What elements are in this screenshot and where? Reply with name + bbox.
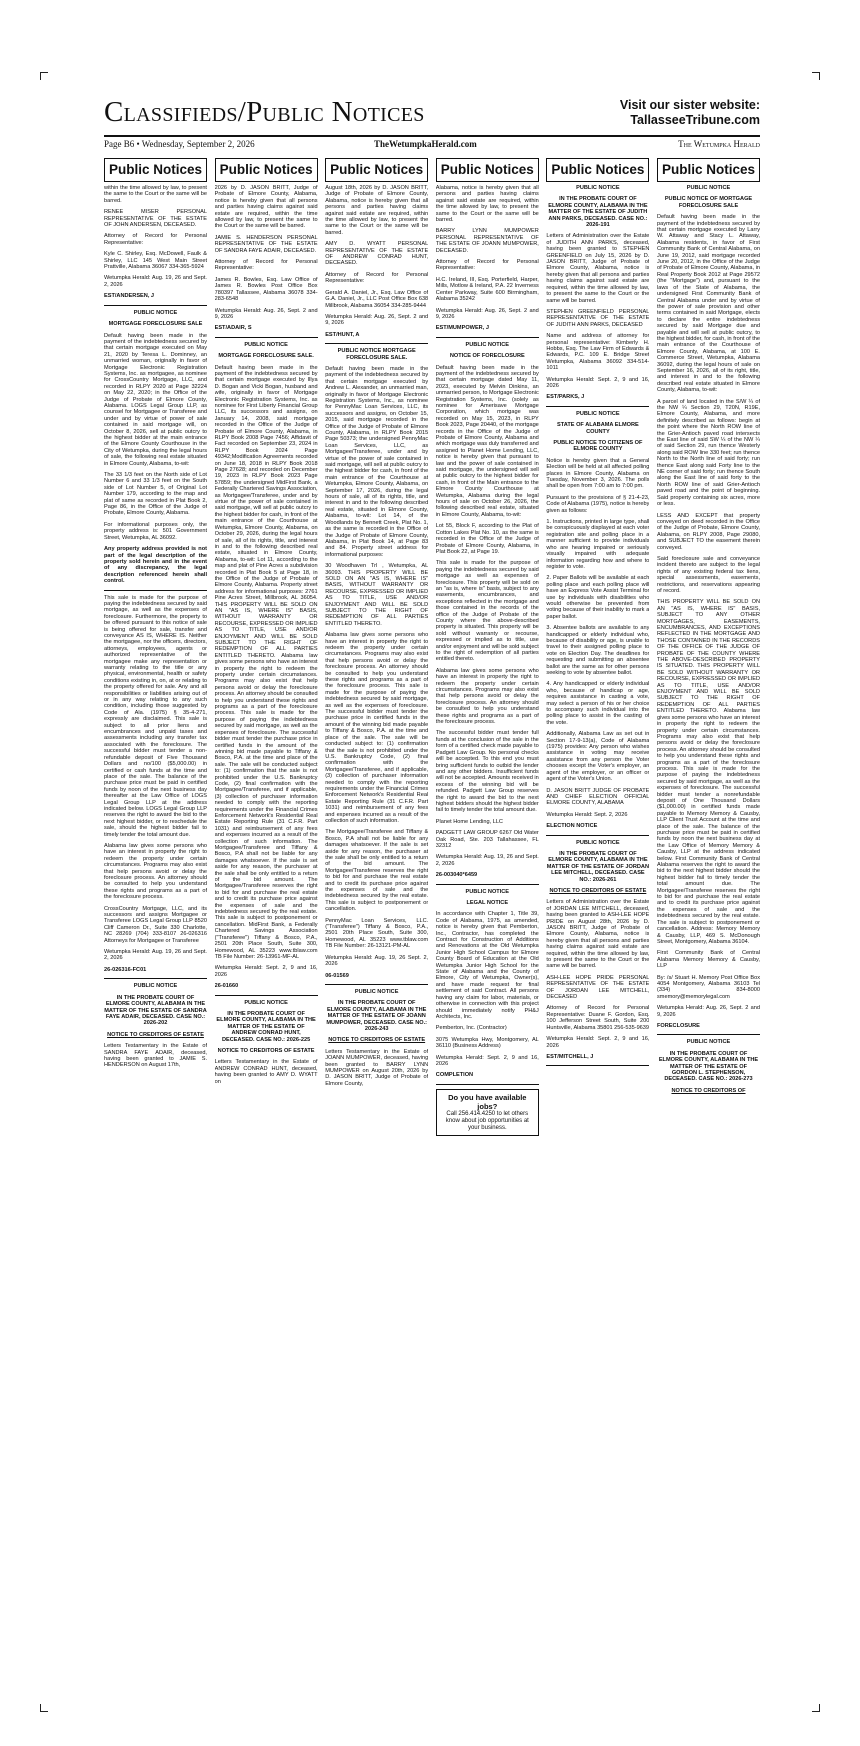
notice-reference: EST/ADAIR, S: [214, 325, 252, 332]
notice-heading: PUBLIC NOTICE: [133, 983, 178, 990]
notice-paragraph: D. JASON BRITT JUDGE OF PROBATE AND CHIEF ELECTION OFFICIAL ELMORE COUNTY, ALABAMA: [546, 787, 650, 807]
notice-paragraph: August 18th, 2026 by D. JASON BRITT, Judge of Probate of Elmore County, Alabama, notice is hereby given that all persons and parties having claims against said estate are required, within the time allowed by law, to present the same to the Court or the same will be barred.: [325, 185, 429, 236]
notice-paragraph: 3075 Wetumpka Hwy, Montgomery, AL 36110 (Business Address): [435, 1036, 539, 1050]
notice-heading: NOTICE TO CREDITORS OF: [671, 1087, 746, 1094]
notice-paragraph: Default having been made in the payment of the indebtedness secured by that certain mortgage executed on May 21, 2020 by Teresa L. Dominney, an unmarried woman, originally in favor of Mortgage Electronic Registration Systems, Inc. as mortgagee, as nominee for CrossCountry Mortgage, LLC, and recorded in RLPY 2020 at Page 32224 on May 22, 2020; in the Office of the Judge of Probate of Elmore County, Alabama. LOGS Legal Group LLP, as counsel for Mortgagee or Transferee and under and by virtue of power of sale contained in said mortgage will, on October 8, 2026, sell at public outcry to the highest bidder at the main entrance of the Elmore County Courthouse in the City of Wetumpka, during the legal hours of sale, the following real estate situated in Elmore County, Alabama, to-wit:: [104, 332, 207, 467]
notice-paragraph: Attorney of Record for Personal Representative:: [214, 259, 318, 272]
notice-reference: COMPLETION: [435, 1072, 474, 1079]
jobs-promo-box: [436, 1089, 539, 1136]
notice-paragraph: Wetumpka Herald: Sept. 2, 2026: [546, 811, 628, 818]
notice-paragraph: James R. Bowles, Esq. Law Office of James R. Bowles Post Office Box 780397 Tallassee, Alabama 36078 334-283-6548: [214, 276, 318, 303]
notice-paragraph: Default having been made in the payment of the indebtedness secured by that certain mortgage executed by Larry W. Attaway and Stacy L. Attaway, Alabama residents, in favor of First Community Bank of Central Alabama, on June 19, 2012, said mortgage recorded June 20, 2012, in the Office of the Judge of Probate of Elmore County, Alabama, in Real Property Book 2012 at Page 29572 (the "Mortgage") and, pursuant to the laws of the State of Alabama, the undersigned First Community Bank of Central Alabama under and by virtue of the power of sale provision and other terms contained in said Mortgage, elects to declare the entire indebtedness secured by said Mortgage due and payable and will sell at public outcry, to the highest bidder, for cash, in front of the main entrance of the Courthouse of Elmore County, Alabama, at 100 E. Commerce Street, Wetumpka, Alabama 36092, during the legal hours of sale on September 16, 2026, all of its right, title, and interest in and to the following described real estate situated in Elmore County, Alabama, to-wit:: [657, 214, 760, 394]
notice-paragraph: Alabama, notice is hereby given that all persons and parties having claims against said estate are required, within the time allowed by law, to present the same to the Court or the same will be barred.: [435, 185, 539, 224]
notice-heading: NOTICE OF FORECLOSURE: [449, 353, 525, 360]
notice-divider: [215, 337, 318, 338]
notice-paragraph: Additionally, Alabama Law as set out in Section 17-9-13(a), Code of Alabama (1975) provides: Any person who wishes assistance in voting may receive assistance from any person the Voter chooses except the Voter's employer, an agent of the employer, or an officer or agent of the Voter's Union.: [546, 731, 650, 783]
notice-paragraph: The Mortgagee/Transferee and Tiffany & Bosco, P.A shall not be liable for any damages whatsoever. If the sale is set aside for any reason, the purchaser at the sale shall be only entitled to a return of the bid amount. The Mortgagee/Transferee reserves the right to bid for and purchase the real estate and to credit its purchase price against the expenses of sale and the indebtedness secured by the real estate. This sale is subject to postponement or cancellation.: [325, 829, 429, 913]
notice-paragraph: Wetumpka Herald: Aug. 26, Sept. 2 and 9, 2026: [435, 307, 539, 320]
column-body: [657, 185, 760, 1094]
notice-paragraph: Letters of Administration over the Estate of JUDITH ANN PARKS, deceased, having been granted to STEPHEN GREENFIELD on July 15, 2026 by D. JASON BRITT, Judge of Probate of Elmore County, Alabama, notice is hereby given that all persons and parties having claims against said estate are required, within the time allowed by law, to present the same to the Court or the same will be barred.: [546, 233, 650, 304]
notice-paragraph: Wetumpka Herald: Aug. 19, 26 and Sept. 2, 2026: [435, 854, 539, 867]
notice-heading: PUBLIC NOTICE: [465, 341, 510, 348]
notice-paragraph: LESS AND EXCEPT that property conveyed on deed recorded in the Office of the Judge of Probate, Elmore County, Alabama, on RLPY 2008, Page 29080, and SUBJECT TO the easement therein conveyed.: [657, 512, 760, 551]
notice-paragraph: Wetumpka Herald: Sept. 2, 9 and 16, 2026: [546, 376, 650, 389]
column-5: [546, 158, 649, 1678]
notice-paragraph: PADGETT LAW GROUP 6267 Old Water Oak Road, Ste. 203 Tallahassee, FL 32312: [435, 830, 539, 849]
notice-paragraph: Letters Testamentary in the Estate of JOANN MUMPOWER, deceased, having been granted to BARRY LYNN MUMPOWER on August 20th, 2026 by D. JASON BRITT, Judge of Probate of Elmore County,: [325, 1048, 429, 1087]
notice-reference: EST/MUMPOWER, J: [435, 325, 489, 332]
column-3: [325, 158, 428, 1678]
notice-paragraph: Gerald A. Daniel, Jr., Esq. Law Office of G.A. Daniel, Jr., LLC Post Office Box 638 Millbrook, Alabama 36054 334-285-9444: [325, 289, 429, 309]
notice-paragraph: First Community Bank of Central Alabama Memory Memory & Causby, LLP: [657, 950, 760, 970]
crop-mark-bottom-left: [40, 1704, 48, 1712]
masthead: [104, 92, 760, 132]
column-header: Public Notices: [546, 158, 649, 182]
notice-heading: PUBLIC NOTICE: [576, 410, 620, 417]
notice-paragraph: ASH-LEE HOPE PRIDE PERSONAL REPRESENTATIVE OF THE ESTATE OF JORDAN LEE MITCHELL, DECEASED: [546, 974, 650, 1001]
notice-paragraph: STEPHEN GREENFIELD PERSONAL REPRESENTATIVE OF THE ESTATE OF JUDITH ANN PARKS, DECEASED: [546, 308, 650, 328]
notice-paragraph: H.C. Ireland, III, Esq. Porterfield, Harper, Mills, Motlow & Ireland, P.A. 22 Inverness Center Parkway, Suite 600 Birmingham, Alabama 35242: [435, 276, 539, 303]
notice-paragraph: BARRY LYNN MUMPOWER PERSONAL REPRESENTATIVE OF THE ESTATE OF JOANN MUMPOWER, DECEASED.: [435, 228, 539, 254]
notice-divider: [436, 337, 539, 338]
notice-heading: PUBLIC NOTICE: [244, 341, 288, 348]
notice-paragraph: 3. Absentee ballots are available to any handicapped or elderly individual who, because of disability or age, is unable to travel to their assigned polling place to vote on Election Day. The deadlines for requesting and submitting an absentee ballot are the same as for other persons seeking to vote by absentee ballot.: [546, 625, 650, 676]
notices-columns: [104, 158, 760, 1678]
notice-heading: MORTGAGE FORECLOSURE SALE.: [218, 353, 314, 360]
column-body: [436, 185, 539, 1136]
sister-site-label: Visit our sister website:: [619, 98, 760, 112]
notice-paragraph: The successful bidder must tender full funds at the conclusion of the sale in the form of a certified check made payable to Padgett Law Group. No personal checks will be accepted. To this end you must bring sufficient funds to outbid the lender and any other bidders. Insufficient funds will not be accepted. Amounts received in excess of the winning bid will be refunded. Padgett Law Group reserves the right to award the bid to the next highest bidders should the highest bidder fail to timely tender the total amount due.: [435, 730, 539, 814]
notice-paragraph: Wetumpka Herald: Aug. 19, 26 and Sept. 2, 2026: [104, 949, 207, 962]
notice-paragraph: Pursuant to the provisions of § 21-4-23, Code of Alabama (1975), notice is hereby given as follows:: [546, 494, 650, 514]
notice-divider: [546, 406, 649, 407]
notice-heading: STATE OF ALABAMA ELMORE COUNTY: [557, 422, 639, 435]
notice-paragraph: The 33 1/3 feet on the North side of Lot Number 6 and 33 1/3 feet on the South side of Lot Number 5, of Original Lot Number 179, according to the map and plat of same as recorded in Plat Book 2, Page 86, in the Office of the Judge of Probate, Elmore County, Alabama.: [104, 472, 207, 517]
notice-heading: PUBLIC NOTICE: [576, 185, 620, 191]
notice-heading: IN THE PROBATE COURT OF ELMORE COUNTY, ALABAMA IN THE MATTER OF THE ESTATE OF JOANN MUMPOWER, DECEASED. CASE NO.: 2026-243: [326, 1000, 428, 1032]
crop-mark-top-left: [40, 72, 48, 80]
folio-website[interactable]: TheWetumpkaHerald.com: [374, 139, 477, 149]
notice-heading: LEGAL NOTICE: [466, 900, 509, 906]
notice-divider: [436, 1084, 539, 1085]
notice-divider: [215, 995, 318, 996]
notice-heading: PUBLIC NOTICE: [465, 888, 510, 895]
notice-paragraph: Wetumpka Herald: Aug. 19, 26 Sept. 2, 2026: [325, 954, 429, 968]
notice-divider: [104, 978, 207, 979]
notice-heading: IN THE PROBATE COURT OF ELMORE COUNTY, ALABAMA IN THE MATTER OF THE ESTATE OF GORDON L. STEPHENSON, DECEASED. CASE NO.: 2026-273: [658, 1050, 759, 1083]
folio-paper-name: The Wetumpka Herald: [678, 139, 760, 149]
notice-paragraph: 4. Any handicapped or elderly individual who, because of handicap or age, requires assistance in casting a vote, may select a person of his or her choice to accompany such individual into the polling place to assist in the casting of the vote.: [546, 681, 650, 726]
notice-paragraph: In accordance with Chapter 1, Title 39, Code of Alabama, 1975, as amended, notice is hereby given that Pemberton, Inc., Contractor, has completed the Contract for Construction of Additions and Renovations at the Old Wetumpka Junior High School Campus for Elmore County Board of Education at the Old Wetumpka Junior High School for the State of Alabama and the County of Elmore, City of Wetumpka, Owner(s), and have made request for final settlement of said Contract. All persons having any claim for labor, materials, or otherwise in connection with this project should immediately notify PH&J Architects, Inc.: [435, 911, 539, 1020]
notice-paragraph: Alabama law gives some persons who have an interest in property the right to redeem the property under certain circumstances. Programs may also exist that help persons avoid or delay the foreclosure process. An attorney should be consulted to help you understand these rights and programs as a part of the foreclosure process.: [104, 842, 207, 901]
notice-paragraph: Notice is hereby given that a General Election will be held at all affected polling places in Elmore County, Alabama on Tuesday, November 3, 2026. The polls shall be open from 7:00 am to 7:00 pm.: [546, 457, 650, 490]
notice-paragraph: Default having been made in the payment of the indebtedness secured by that certain mortgage executed by Andrew L. Alexander, an unmarried man, originally in favor of Mortgage Electronic Registration Systems, Inc., as nominee for PennyMac Loan Services, LLC, its successors and assigns, on October 15, 2015, said mortgage recorded in the Office of the Judge of Probate of Elmore County, Alabama, in RLPY Book 2015 Page 50373; the undersigned PennyMac Loan Services, LLC, as Mortgagee/Transferee, under and by virtue of the power of sale contained in said mortgage, will sell at public outcry to the highest bidder for cash, in front of the main entrance of the Courthouse at Wetumpka, Elmore County, Alabama, on September 17, 2026, during the legal hours of sale, all of its rights, title, and interest in and to the following described real estate, situated in Elmore County, Alabama, to-wit: Lot 14, of the Woodlands by Bennett Creek, Plat No. 1, as the same is recorded in the Office of the Judge of Probate of Elmore County, Alabama, in Plat Book 14, at Page 83 and 84. Property street address for informational purposes:: [325, 365, 429, 558]
notice-paragraph: This sale is made for the purpose of paying the indebtedness secured by said mortgage as well as expenses of foreclosure. This property will be sold on an "as is, where is" basis, subject to any easements, encumbrances, and exceptions reflected in the mortgage and those contained in the records of the office of the Judge of Probate of the County where the above-described property is situated. This property will be sold without warranty or recourse, expressed or implied as to title, use and/or enjoyment and will be sold subject to the right of redemption of all parties entitled thereto.: [435, 560, 539, 663]
notice-paragraph: Pemberton, Inc. (Contractor): [435, 1025, 507, 1032]
notice-paragraph: Attorney of Record for Personal Representative:: [104, 233, 207, 246]
notice-reference: 26-003040*6459: [435, 872, 478, 879]
notice-paragraph: 1. Instructions, printed in large type, shall be conspicuously displayed at each voter registration site and polling place in a manner sufficient to provide individuals who are hearing impaired or seriously visually impaired with adequate information regarding how and where to register to vote.: [546, 519, 650, 570]
notice-paragraph: JAMIE S. HENDERSON PERSONAL REPRESENTATIVE OF THE ESTATE OF SANDRA FAYE ADAIR, DECEASED.: [214, 234, 318, 254]
sister-site-url[interactable]: TallasseeTribune.com: [630, 113, 760, 127]
column-6: [657, 158, 760, 1678]
notice-paragraph: Wetumpka Herald: Sept. 2, 9 and 16, 2026: [546, 1036, 650, 1049]
notice-paragraph: Name and address of attorney for personal representative: Kimberly H. Hobbs, Esq. The Law Firm of Edwards & Edwards, P.C. 109 E. Bridge Street Wetumpka, Alabama 36092 334-514-1011: [546, 333, 650, 372]
column-header: Public Notices: [657, 158, 760, 182]
column-4: [436, 158, 539, 1678]
notice-paragraph: Letters Testamentary in the Estate of ANDREW CONRAD HUNT, deceased, having been granted to AMY D. WYATT on: [214, 1059, 318, 1085]
notice-heading: PUBLIC NOTICE OF MORTGAGE FORECLOSURE SALE: [664, 196, 753, 209]
notice-paragraph: Lot 55, Block F, according to the Plat of Cotton Lakes Plat No. 10, as the same is recorded in the Office of the Judge of Probate of Elmore County, Alabama, in Plat Book 22, at Page 19.: [435, 523, 539, 555]
notice-paragraph: RENEE MISER PERSONAL REPRESENTATIVE OF THE ESTATE OF JOHN ANDERSEN, DECEASED.: [104, 209, 207, 229]
notice-paragraph: 30 Woodhaven Trl , Wetumpka, AL 36093. THIS PROPERTY WILL BE SOLD ON AN "AS IS, WHERE IS" BASIS, WITHOUT WARRANTY OR RECOURSE, EXPRESSED OR IMPLIED AS TO TITLE, USE AND/OR ENJOYMENT AND WILL BE SOLD SUBJECT TO THE RIGHT OF REDEMPTION OF ALL PARTIES ENTITLED THERETO.: [325, 563, 429, 627]
notice-paragraph: Alabama law gives some persons who have an interest in property the right to redeem the property under certain circumstances. Programs may also exist that help persons avoid or delay the foreclosure process. An attorney should be consulted to help you understand these rights and programs as a part of the foreclosure process.: [435, 667, 539, 726]
notice-divider: [104, 305, 207, 306]
notice-paragraph: Wetumpka Herald: Aug. 19, 26 and Sept. 2, 2026: [104, 275, 207, 288]
column-1: [104, 158, 207, 1678]
notice-heading: PUBLIC NOTICE: [244, 999, 288, 1006]
notice-paragraph: Attorney of Record for Personal Representative:: [435, 259, 539, 272]
notice-divider: [104, 590, 207, 591]
notice-reference: 26-026316-FC01: [104, 966, 147, 973]
crop-mark-top-right: [812, 72, 820, 80]
jobs-promo-text: Call 256.414.4250 to let others know about job opportunities at your business.: [445, 1110, 529, 1131]
notice-heading: IN THE PROBATE COURT OF ELMORE COUNTY, ALABAMA IN THE MATTER OF THE ESTATE OF SANDRA FAYE ADAIR, DECEASED. CASE NO.: 2026-202: [104, 994, 207, 1027]
notice-paragraph: Wetumpka Herald: Aug. 26, Sept. 2 and 9, 2026: [657, 1005, 760, 1018]
notice-heading: MORTGAGE FORECLOSURE SALE: [108, 321, 203, 328]
notice-divider: [657, 1034, 760, 1035]
notice-reference: ELECTION NOTICE: [546, 823, 598, 830]
notice-paragraph: Wetumpka Herald: Sept. 2, 9 and 16, 2026: [214, 965, 318, 978]
notice-divider: [546, 1065, 649, 1066]
notice-paragraph: THIS PROPERTY WILL BE SOLD ON AN "AS IS, WHERE IS" BASIS, SUBJECT TO ANY OTHER MORTGAGES, EASEMENTS, ENCUMBRANCES, AND EXCEPTIONS REFLECTED IN THE MORTGAGE AND THOSE CONTAINED IN THE RECORDS OF THE OFFICE OF THE JUDGE OF PROBATE OF THE COUNTY WHERE THE ABOVE-DESCRIBED PROPERTY IS SITUATED. THIS PROPERTY WILL BE SOLD WITHOUT WARRANTY OR RECOURSE, EXPRESSED OR IMPLIED AS TO TITLE, USE AND/OR ENJOYMENT AND WILL BE SOLD SUBJECT TO THE RIGHT OF REDEMPTION OF ALL PARTIES ENTITLED THERETO. Alabama law gives some persons who have an interest in property the right to redeem the property under certain circumstances. Programs may also exist that help persons avoid or delay the foreclosure process. An attorney should be consulted to help you understand these rights and programs as a part of the foreclosure process. This sale is made for the purpose of paying the indebtedness secured by said mortgage, as well as the expenses of foreclosure. The successful bidder must tender a nonrefundable deposit of One Thousand Dollars ($1,000.00) in certified funds made payable to Memory Memory & Causby, LLP Client Trust Account at the time and place of the sale. The balance of the purchase price must be paid in certified funds by noon the next business day at the Law Office of Memory Memory & Causby, LLP at the address indicated below. First Community Bank of Central Alabama reserves the right to award the bid to the next highest bidder should the highest bidder fail to timely tender the total amount due. The Mortgagee/Transferee reserves the right to bid for and purchase the real estate and to credit its purchase price against the expenses of sale and the indebtedness secured by the real estate. The sale is subject to postponement or cancellation. Address: Memory Memory & Causby, LLP, 469 S. McDonough Street, Montgomery, Alabama 36104.: [657, 599, 760, 945]
notice-reference: 26-01660: [214, 983, 239, 990]
notice-paragraph: Wetumpka Herald: Aug. 26, Sept. 2 and 9, 2026: [214, 307, 318, 320]
column-body: [215, 185, 318, 1085]
notice-reference: EST/HUNT, A: [325, 331, 360, 338]
notice-heading: PUBLIC NOTICE: [576, 839, 620, 846]
notice-heading: IN THE PROBATE COURT OF ELMORE COUNTY, ALABAMA IN THE MATTER OF THE ESTATE OF ANDREW CONRAD HUNT, DECEASED. CASE NO.: 2026-225: [216, 1010, 316, 1043]
notice-heading: NOTICE TO CREDITORS OF ESTATE: [107, 1031, 204, 1038]
notice-paragraph: Wetumpka Herald: Aug. 26, Sept. 2 and 9, 2026: [325, 313, 429, 327]
column-header: Public Notices: [436, 158, 539, 182]
notice-reference: EST/PARKS, J: [546, 394, 585, 401]
notice-paragraph: 2026 by D. JASON BRITT, Judge of Probate of Elmore County, Alabama, notice is hereby given that all persons and parties having claims against said estate are required, within the time allowed by law, to present the same to the Court or the same will be barred.: [214, 185, 318, 230]
notice-heading: PUBLIC NOTICE: [686, 1039, 731, 1046]
notice-heading: PUBLIC NOTICE: [354, 988, 399, 995]
notice-paragraph: Alabama law gives some persons who have an interest in property the right to redeem the property under certain circumstances. Programs may also exist that help persons avoid or delay the foreclosure process. An attorney should be consulted to help you understand these rights and programs as a part of the foreclosure process. This sale is made for the purpose of paying the indebtedness secured by said mortgage, as well as the expenses of foreclosure. The successful bidder must tender the purchase price in certified funds in the amount of the winning bid made payable to Tiffany & Bosco, P.A. at the time and place of the sale. The sale will be conducted subject to: (1) confirmation that the sale is not prohibited under the U.S. Bankruptcy Code, (2) final confirmation with the Mortgagee/Transferee, and if applicable, (3) collection of purchaser information needed to comply with the reporting requirements under the Financial Crimes Enforcement Network's Residential Real Estate Reporting Rule (31 C.F.R. Part 1031) and reimbursement of any fees and expenses incurred as a result of the collection of such information.: [325, 632, 429, 824]
notice-reference: Any property address provided is not part of the legal description of the property sold herein and in the event of any discrepancy, the legal description referenced herein shall control.: [104, 546, 207, 585]
notice-divider: [325, 984, 428, 985]
notice-divider: [546, 835, 649, 836]
notice-paragraph: Planet Home Lending, LLC: [435, 818, 503, 825]
column-body: [546, 185, 649, 1066]
notice-paragraph: This sale is made for the purpose of paying the indebtedness secured by said mortgage, as well as the expenses of foreclosure. Furthermore, the property to be offered pursuant to this notice of sale is being offered for sale, transfer and conveyance AS IS, WHERE IS. Neither the mortgagee, nor the officers, directors, attorneys, employees, agents or authorized representative of the mortgagee make any representation or warranty relating to the title or any physical, environmental, health or safety conditions existing in, on, at or relating to the property offered for sale. Any and all responsibilities or liabilities arising out of or in any way relating to any such condition, including those suggested by Code of Ala. (1975) § 35-4-271, expressly are disclaimed. This sale is subject to all prior liens and encumbrances and unpaid taxes and assessments including any transfer tax associated with the foreclosure. The successful bidder must tender a non-refundable deposit of Five Thousand Dollars and no/100 ($5,000.00) in certified or cash funds at the time and place of the sale. The balance of the purchase price must be paid in certified funds by noon of the next business day thereafter at the Law Office of LOGS Legal Group LLP at the address indicated below. LOGS Legal Group LLP reserves the right to award the bid to the next highest bidder, or to reschedule the sale, should the highest bidder fail to timely tender the total amount due.: [104, 594, 207, 838]
notice-reference: EST/ANDERSEN, J: [104, 293, 155, 300]
notice-paragraph: For informational purposes only, the property address is: 501 Government Street, Wetumpka, AL 36092.: [104, 521, 207, 541]
notice-heading: IN THE PROBATE COURT OF ELMORE COUNTY, ALABAMA IN THE MATTER OF THE ESTATE OF JORDAN LEE MITCHELL, DECEASED. CASE NO.: 2026-261: [546, 850, 650, 883]
notice-paragraph: Wetumpka Herald: Sept. 2, 9 and 16, 2026: [435, 1054, 539, 1067]
notice-divider: [436, 884, 539, 885]
column-body: [325, 185, 428, 1087]
notice-paragraph: Default having been made in the payment of the indebtedness secured by that certain mortgage executed by Illya D. Bogan and Vicki Bogan, husband and wife, originally in favor of Mortgage Electronic Registration Systems, Inc. as nominee for First Liberty Financial Group LLC, its successors and assigns, on January 14, 2008, said mortgage recorded in the Office of the Judge of Probate of Elmore County, Alabama, in RLPY Book 2008 Page 7456; Affidavit of Fact recorded on September 23, 2024 in RLPY Book 2024 Page 49342;Modification Agreements recorded on June 18, 2018 in RLPY Book 2018 Page 27628; and recorded on December 19, 2023 in RLPY Book 2023 Page 57859; the undersigned MidFirst Bank, a Federally Chartered Savings Association, as Mortgagee/Transferee, under and by virtue of the power of sale contained in said mortgage, will sell at public outcry to the highest bidder for cash, in front of the main entrance of the Courthouse at Wetumpka, Elmore County, Alabama, on October 29, 2026, during the legal hours of sale, all of its rights, title, and interest in and to the following described real estate, situated in Elmore County, Alabama, to-wit: Lot 11, according to the map and plat of Pine Acres a subdivision recorded in Plat Book 5 at Page 18, in the Office of the Judge of Probate of Elmore County, Alabama. Property street address for informational purposes: 2761 Pine Acres Street, Millbrook, AL 36054. THIS PROPERTY WILL BE SOLD ON AN "AS IS, WHERE IS" BASIS, WITHOUT WARRANTY OR RECOURSE, EXPRESSED OR IMPLIED AS TO TITLE, USE AND/OR ENJOYMENT AND WILL BE SOLD SUBJECT TO THE RIGHT OF REDEMPTION OF ALL PARTIES ENTITLED THERETO. Alabama law gives some persons who have an interest in property the right to redeem the property under certain circumstances. Programs may also exist that help persons avoid or delay the foreclosure process. An attorney should be consulted to help you understand these rights and programs as a part of the foreclosure process. This sale is made for the purpose of paying the indebtedness secured by said mortgage, as well as the expenses of foreclosure. The successful bidder must tender the purchase price in certified funds in the amount of the winning bid made payable to Tiffany & Bosco, P.A. at the time and place of the sale. The sale will be conducted subject to: (1) confirmation that the sale is not prohibited under the U.S. Bankruptcy Code, (2) final confirmation with the Mortgagee/Transferee, and if applicable, (3) collection of purchaser information needed to comply with the reporting requirements under the Financial Crimes Enforcement Network's Residential Real Estate Reporting Rule (31 C.F.R. Part 1031) and reimbursement of any fees and expenses incurred as a result of the collection of such information. The Mortgagee/Transferee and Tiffany & Bosco, P.A shall not be liable for any damages whatsoever. If the sale is set aside for any reason, the purchaser at the sale shall be only entitled to a return of the bid amount. The Mortgagee/Transferee reserves the right to bid for and purchase the real estate and to credit its purchase price against the expenses of sale and the indebtedness secured by the real estate. This sale is subject to postponement or cancellation. MidFirst Bank, a Federally Chartered Savings Association ("Transferee") Tiffany & Bosco, P.A., 2501 20th Place South, Suite 300, Homewood, AL 35223 www.tblaw.com TB File Number: 26-13961-MF-AL: [214, 364, 318, 960]
notice-heading: NOTICE TO CREDITORS OF ESTATE: [549, 887, 647, 894]
notice-paragraph: PennyMac Loan Services, LLC. ("Transferee") Tiffany & Bosco, P.A., 2501 20th Place South, Suite 300, Homewood, AL 35223 www.tblaw.com TB File Number: 26-13121-PM-AL: [325, 917, 429, 950]
notice-paragraph: within the time allowed by law, to present the same to the Court or the same will be barred.: [104, 185, 207, 204]
column-2: [215, 158, 318, 1678]
notice-paragraph: Letters of Administration over the Estate of JORDAN LEE MITCHELL, deceased, having been granted to ASH-LEE HOPE PRIDE on August 28th, 2026 by D. JASON BRITT, Judge of Probate of Elmore County, Alabama, notice is hereby given that all persons and parties having claims against said estate are required, within the time allowed by law, to present the same to the Court or the same will be barred.: [546, 899, 650, 970]
notice-reference: EST/MITCHELL, J: [546, 1053, 594, 1060]
sister-site-promo: [620, 98, 760, 128]
notice-reference: 06-01569: [325, 972, 349, 979]
column-header: Public Notices: [104, 158, 207, 182]
notice-heading: NOTICE TO CREDITORS OF ESTATE: [328, 1037, 426, 1044]
notice-heading: PUBLIC NOTICE: [686, 185, 731, 191]
notice-paragraph: Kyle C. Shirley, Esq. McDowell, Faulk & Shirley, LLC 145 West Main Street Prattville, Alabama 36067 334-365-5924: [104, 251, 207, 271]
notice-divider: [325, 343, 428, 344]
notice-heading: IN THE PROBATE COURT OF ELMORE COUNTY, ALABAMA IN THE MATTER OF THE ESTATE OF JUDITH ANN PARKS, DECEASED. CASE NO.: 2026-191: [548, 196, 648, 229]
notice-heading: PUBLIC NOTICE TO CITIZENS OF ELMORE COUNTY: [553, 440, 643, 453]
folio-bar: [104, 135, 760, 153]
notice-paragraph: Attorney of Record for Personal Representative: Duane F. Gordon, Esq. 100 Jefferson Street South, Suite 200 Huntsville, Alabama 35801 256-535-9639: [546, 1005, 650, 1031]
notice-heading: PUBLIC NOTICE: [133, 309, 178, 316]
notice-paragraph: A parcel of land located in the S/W ¼ of the NW ¼ Section 29, T20N, R19E, Elmore County, Alabama, and more definitely described as follows: begin at the point where the North ROW line of the Grier-Antioch paved road intersects the East line of said SW ¼ of the NW ¼ of said Section 29, run thence Westerly along said ROW line 330 feet; run thence North to the North line of said forty; run thence East along said Forty line to the NE corner of said forty; run thence South along the East line of said forty to the North ROW line of said Grier-Antioch paved road and the point of beginning. Said property containing six acres, more or less.: [657, 398, 760, 508]
notice-paragraph: AMY D. WYATT PERSONAL REPRESENTATIVE OF THE ESTATE OF ANDREW CONRAD HUNT, DECEASED.: [325, 241, 429, 267]
column-header: Public Notices: [325, 158, 428, 182]
crop-mark-bottom-right: [812, 1704, 820, 1712]
section-title: Classifieds/Public Notices: [104, 96, 425, 128]
jobs-promo-title: Do you have available jobs?: [448, 1092, 527, 1111]
notice-heading: PUBLIC NOTICE MORTGAGE FORECLOSURE SALE.: [337, 348, 416, 361]
notice-paragraph: 2. Paper Ballots will be available at each polling place and each polling place will have an Express Vote Assist Terminal for use by individuals with disabilities who would otherwise be prevented from voting because of their inability to mark a paper ballot.: [546, 575, 650, 620]
notice-paragraph: Attorney of Record for Personal Representative:: [325, 271, 429, 285]
column-body: [104, 185, 207, 1069]
notice-paragraph: Default having been made in the payment of the indebtedness secured by that certain mortgage dated May 11, 2023, executed by Melvin Dinkins, an unmarried person, to Mortgage Electronic Registration Systems, Inc. (solely as nominee for Amerisave Mortgage Corporation, which mortgage was recorded on May 15, 2023, in RLPY Book 2023, Page 20440, of the mortgage records in the Office of the Judge of Probate of Elmore County, Alabama and which mortgage was duly transferred and assigned to Planet Home Lending, LLC, notice is hereby given that pursuant to law and the power of sale contained in said mortgage, the undersigned will sell at public outcry to the highest bidder for cash, in front of the Main entrance to the Elmore County Courthouse at Wetumpka, Alabama during the legal hours of sale on October 26, 2026, the following described real estate, situated in Elmore County, Alabama, to-wit:: [435, 364, 539, 518]
notice-paragraph: CrossCountry Mortgage, LLC, and its successors and assigns Mortgagee or Transferee LOGS Legal Group LLP 8520 Cliff Cameron Dr., Suite 330 Charlotte, NC 28269 (704) 333-8107 26-026316 Attorneys for Mortgagee or Transferee: [104, 905, 207, 944]
column-header: Public Notices: [215, 158, 318, 182]
notice-paragraph: By: /s/ Stuart H. Memory Post Office Box 4054 Montgomery, Alabama 36103 Tel (334) 834-8000 smemory@memorylegal.com: [657, 974, 760, 1000]
notice-paragraph: Said foreclosure sale and conveyance incident thereto are subject to the legal rights of any existing federal tax liens, special assessments, easements, restrictions, and reservations appearing of record.: [657, 555, 760, 594]
notice-reference: FORECLOSURE: [657, 1022, 700, 1029]
folio-page-date: Page B6 • Wednesday, September 2, 2026: [104, 139, 255, 149]
notice-heading: NOTICE TO CREDITORS OF ESTATE: [217, 1047, 315, 1054]
notice-paragraph: Letters Testamentary in the Estate of SANDRA FAYE ADAIR, deceased, having been granted to JAMIE S. HENDERSON on August 17th,: [104, 1043, 207, 1069]
